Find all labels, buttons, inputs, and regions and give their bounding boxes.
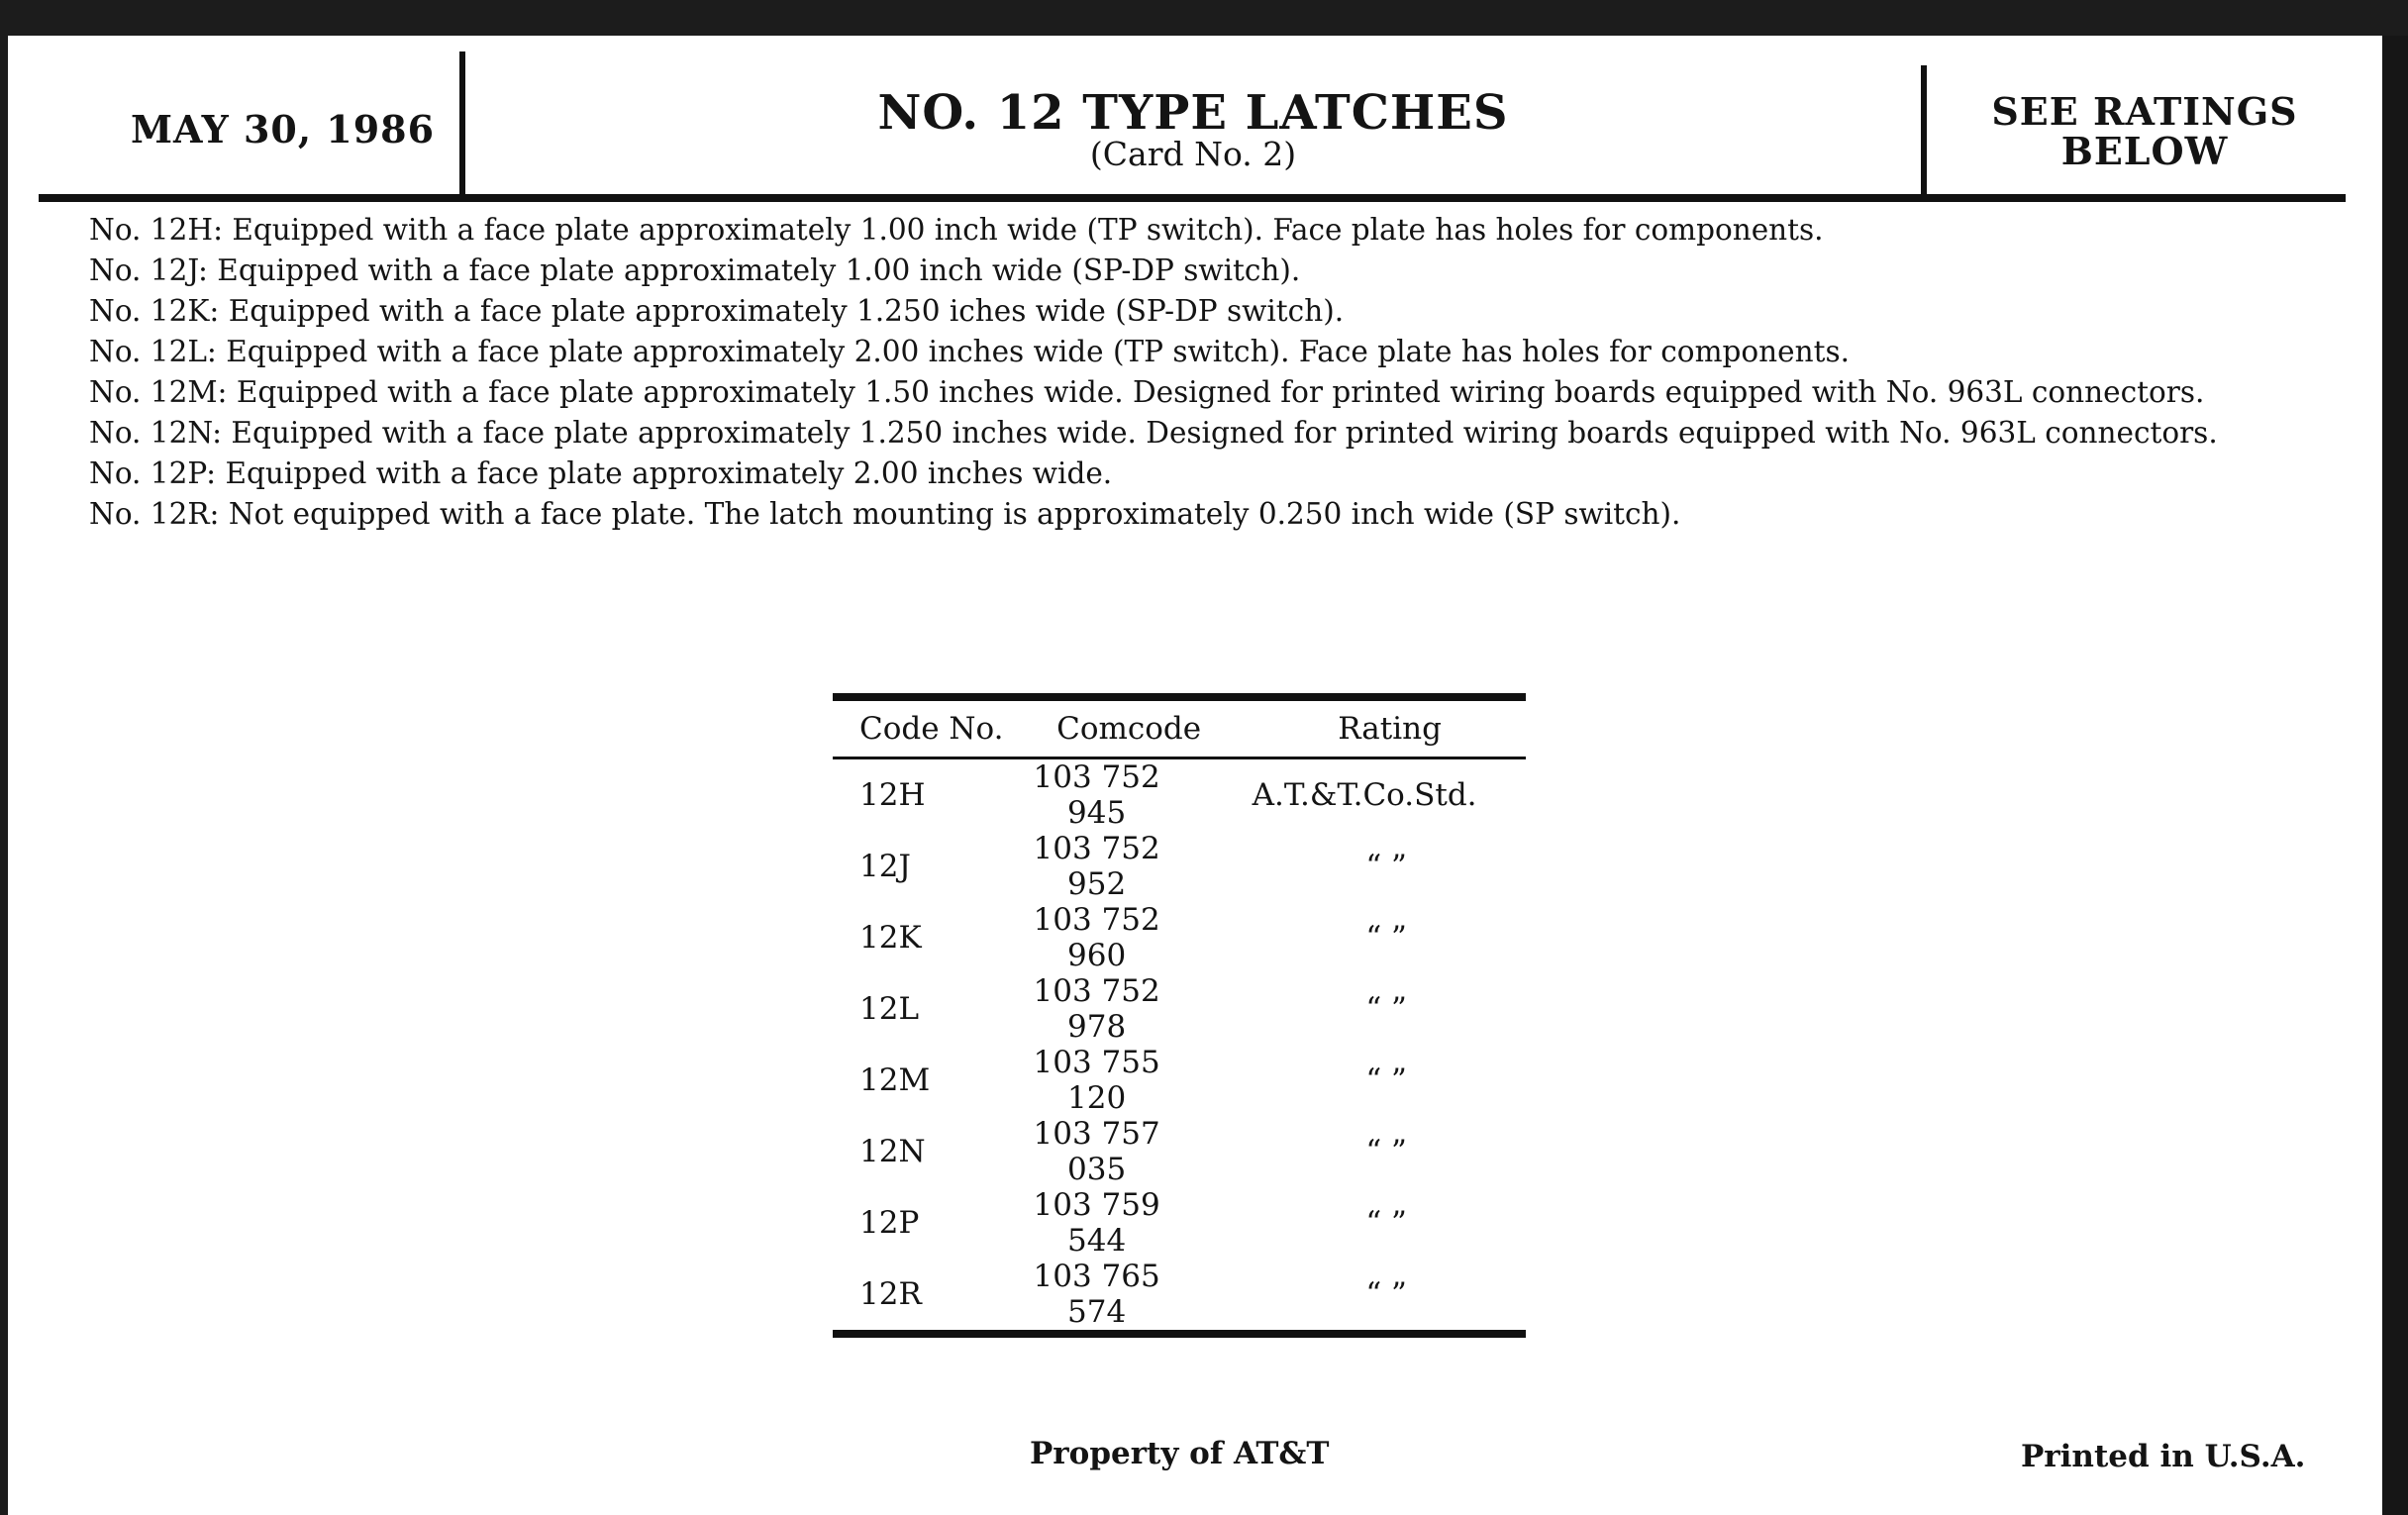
cell-comcode: 103 752 978	[1033, 973, 1160, 1045]
ratings-table	[833, 693, 1526, 1338]
cell-rating-ditto: “ ”	[1365, 849, 1407, 884]
table-row	[833, 1187, 1526, 1259]
header-code-no: Code No.	[859, 711, 1004, 747]
cell-rating-ditto: “ ”	[1365, 1062, 1407, 1098]
cell-rating-ditto: “ ”	[1365, 1205, 1407, 1241]
table-row	[833, 902, 1526, 973]
card-header	[8, 36, 2382, 200]
description-12r: No. 12R: Not equipped with a face plate. The latch mounting is approximately 0.250 inch wide (SP switch).	[89, 497, 1681, 531]
table-row	[833, 1045, 1526, 1116]
description-12h: No. 12H: Equipped with a face plate approximately 1.00 inch wide (TP switch). Face plate has holes for components.	[89, 213, 1824, 247]
header-rating: Rating	[1338, 711, 1442, 747]
cell-code: 12H	[859, 777, 926, 813]
cell-comcode: 103 757 035	[1033, 1116, 1160, 1187]
table-bottom-rule	[833, 1330, 1526, 1338]
table-row	[833, 1116, 1526, 1187]
cell-code: 12M	[859, 1062, 931, 1098]
table-row	[833, 831, 1526, 902]
cell-code: 12J	[859, 849, 911, 884]
footer-property: Property of AT&T	[1030, 1436, 1330, 1471]
rating-note	[1927, 89, 2362, 173]
cell-comcode: 103 755 120	[1033, 1045, 1160, 1116]
header-comcode: Comcode	[1056, 711, 1202, 747]
table-row	[833, 973, 1526, 1045]
description-12k: No. 12K: Equipped with a face plate approximately 1.250 iches wide (SP-DP switch).	[89, 294, 1345, 328]
cell-code: 12R	[859, 1276, 922, 1312]
cell-comcode: 103 759 544	[1033, 1187, 1160, 1259]
table-top-rule	[833, 693, 1526, 701]
cell-rating-ditto: “ ”	[1365, 1134, 1407, 1169]
description-12m: No. 12M: Equipped with a face plate approximately 1.50 inches wide. Designed for printed wiring boards equipped with No. 963L connectors.	[89, 375, 2205, 409]
cell-rating-ditto: “ ”	[1365, 920, 1407, 956]
cell-comcode: 103 752 960	[1033, 902, 1160, 973]
table-row	[833, 759, 1526, 831]
rating-note-line2: BELOW	[2060, 129, 2229, 173]
ratings-table-grid	[833, 701, 1526, 757]
description-12p: No. 12P: Equipped with a face plate approximately 2.00 inches wide.	[89, 456, 1113, 490]
cell-code: 12L	[859, 991, 920, 1027]
description-12j: No. 12J: Equipped with a face plate approximately 1.00 inch wide (SP-DP switch).	[89, 253, 1301, 287]
cell-rating-ditto: “ ”	[1365, 991, 1407, 1027]
ratings-table-body	[833, 759, 1526, 1330]
description-list	[89, 210, 2317, 535]
cell-code: 12P	[859, 1205, 920, 1241]
scan-edge	[2382, 36, 2408, 1515]
description-12l: No. 12L: Equipped with a face plate approximately 2.00 inches wide (TP switch). Face plate has holes for components.	[89, 335, 1851, 368]
cell-code: 12K	[859, 920, 922, 956]
table-header-row	[833, 701, 1526, 757]
cell-rating-ditto: “ ”	[1365, 1276, 1407, 1312]
cell-rating: A.T.&T.Co.Std.	[1252, 777, 1477, 813]
issue-date: MAY 30, 1986	[130, 107, 436, 152]
card-subtitle: (Card No. 2)	[1089, 135, 1297, 173]
table-row	[833, 1259, 1526, 1330]
cell-code: 12N	[859, 1134, 926, 1169]
footer-printed: Printed in U.S.A.	[2021, 1439, 2306, 1474]
cell-comcode: 103 752 945	[1033, 759, 1160, 831]
description-12n: No. 12N: Equipped with a face plate approximately 1.250 inches wide. Designed for printed wiring boards equipped with No. 963L connectors.	[89, 416, 2218, 450]
rating-note-line1: SEE RATINGS	[1991, 89, 2298, 134]
document-card	[8, 36, 2382, 1515]
cell-comcode: 103 765 574	[1033, 1259, 1160, 1330]
header-rule	[39, 194, 2346, 202]
card-title: NO. 12 TYPE LATCHES	[877, 85, 1509, 141]
cell-comcode: 103 752 952	[1033, 831, 1160, 902]
